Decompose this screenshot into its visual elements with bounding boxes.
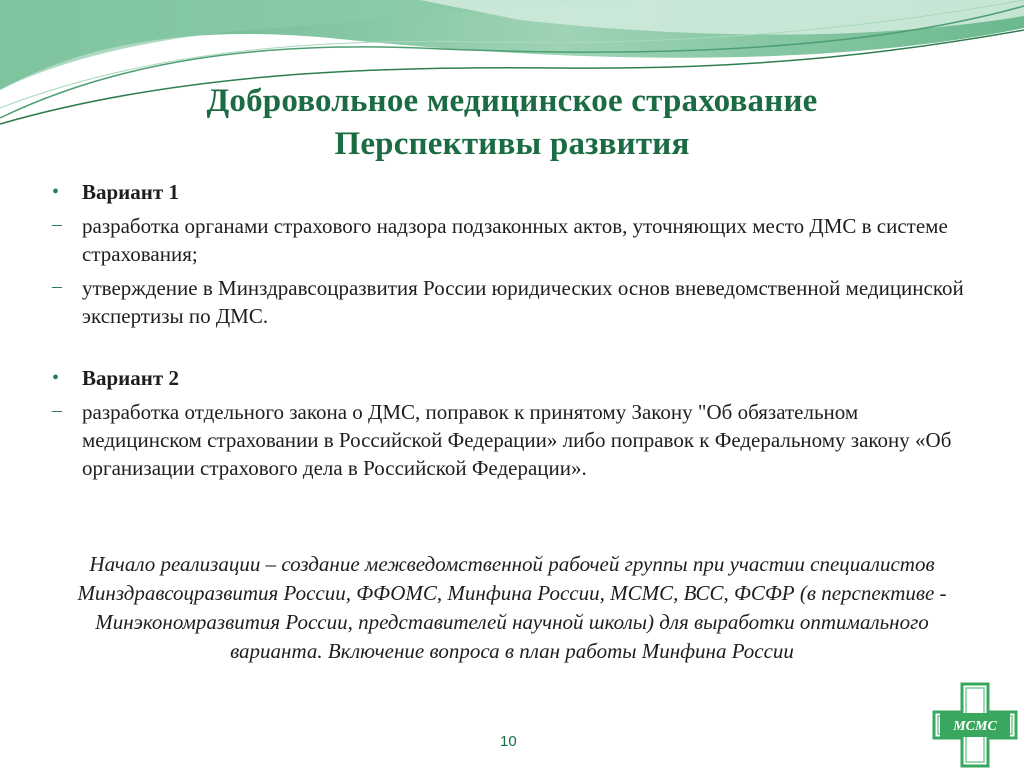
section-heading-1 [52, 178, 982, 206]
section-heading-text: Вариант 1 [82, 180, 179, 204]
list-item-text: разработка органами страхового надзора подзаконных актов, уточняющих место ДМС в системе страхования; [82, 214, 948, 266]
implementation-note: Начало реализации – создание межведомственной рабочей группы при участии специалистов Минздравсоцразвития России, ФФОМС, Минфина России, МСМС, ВСС, ФСФР (в перспективе - Минэкономразвития России, представителей научной школы) для выработки оптимального варианта. Включение вопроса в план работы Минфина России [77, 552, 947, 663]
dash-icon: – [52, 213, 62, 235]
bullet-icon: • [52, 181, 60, 203]
dash-icon: – [52, 399, 62, 421]
list-item-text: разработка отдельного закона о ДМС, поправок к принятому Закону "Об обязательном медицинском страховании в Российской Федерации» либо поправок к Федеральному закону «Об организации страхового дела в Российской Федерации». [82, 400, 952, 480]
page-number: 10 [500, 733, 517, 750]
list-item [52, 212, 982, 268]
list-item [52, 274, 982, 330]
list-item [52, 398, 982, 482]
bullet-icon: • [52, 367, 60, 389]
title-line-1: Добровольное медицинское страхование [206, 83, 818, 119]
section-heading-2 [52, 364, 982, 392]
list-item-text: утверждение в Минздравсоцразвития России юридических основ вневедомственной медицинской экспертизы по ДМС. [82, 276, 964, 328]
title-line-2: Перспективы развития [334, 126, 690, 162]
logo-text: МСМС [953, 719, 997, 734]
slide-title [0, 80, 1024, 166]
slide-body [52, 178, 982, 482]
green-cross-logo-icon [932, 682, 1018, 768]
dash-icon: – [52, 275, 62, 297]
section-heading-text: Вариант 2 [82, 366, 179, 390]
